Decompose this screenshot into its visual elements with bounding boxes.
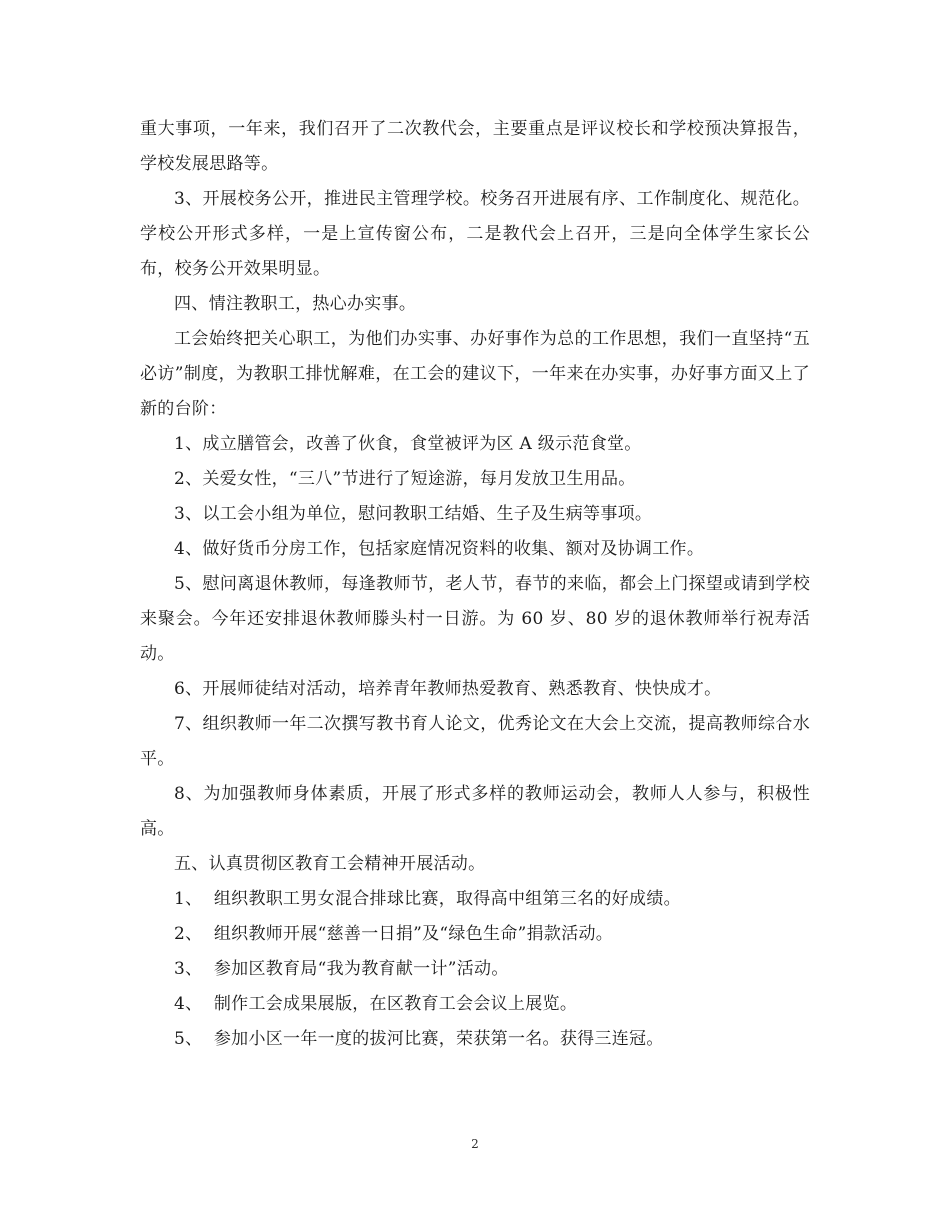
page-number: 2 (471, 1137, 479, 1151)
activity-text: 组织教师开展“慈善一日捐”及“绿色生命”捐款活动。 (213, 924, 614, 944)
list-item-7: 7、组织教师一年二次撰写教书育人论文，优秀论文在大会上交流，提高教师综合水平。 (140, 714, 810, 769)
section-heading-5: 五、认真贯彻区教育工会精神开展活动。 (174, 854, 486, 874)
list-item-8: 8、为加强教师身体素质，开展了形式多样的教师运动会，教师人人参与，积极性高。 (140, 784, 810, 839)
activity-item-3 (140, 952, 810, 987)
activity-text: 参加小区一年一度的拔河比赛，荣获第一名。获得三连冠。 (213, 1029, 664, 1049)
activity-item-4 (140, 987, 810, 1022)
activity-item-2 (140, 917, 810, 952)
list-item-2: 2、关爱女性，“三八”节进行了短途游，每月发放卫生用品。 (174, 469, 636, 489)
activity-number: 2、 (174, 924, 203, 944)
activity-number: 4、 (174, 994, 203, 1014)
activity-number: 5、 (174, 1029, 203, 1049)
list-item-3: 3、以工会小组为单位，慰问教职工结婚、生子及生病等事项。 (174, 504, 653, 524)
activity-item-5 (140, 1022, 810, 1057)
activity-text: 制作工会成果展版，在区教育工会会议上展览。 (213, 994, 578, 1014)
paragraph-item-3-open-affairs: 3、开展校务公开，推进民主管理学校。校务召开进展有序、工作制度化、规范化。学校公开形式多样，一是上宣传窗公布，二是教代会上召开，三是向全体学生家长公布，校务公开效果明显。 (140, 189, 810, 279)
list-item-1: 1、成立膳管会，改善了伙食，食堂被评为区 A 级示范食堂。 (174, 434, 642, 454)
activity-number: 3、 (174, 959, 203, 979)
section-heading-4: 四、情注教职工，热心办实事。 (174, 294, 417, 314)
paragraph-care-for-staff: 工会始终把关心职工，为他们办实事、办好事作为总的工作思想，我们一直坚持“五必访”制度，为教职工排忧解难，在工会的建议下，一年来在办实事，办好事方面又上了新的台阶： (140, 329, 810, 419)
activity-number: 1、 (174, 889, 203, 909)
list-item-4: 4、做好货币分房工作，包括家庭情况资料的收集、额对及协调工作。 (174, 539, 705, 559)
document-body (140, 112, 810, 1057)
activity-text: 参加区教育局“我为教育献一计”活动。 (213, 959, 509, 979)
list-item-6: 6、开展师徒结对活动，培养青年教师热爱教育、熟悉教育、快快成才。 (174, 679, 722, 699)
activity-item-1 (140, 882, 810, 917)
activity-text: 组织教职工男女混合排球比赛，取得高中组第三名的好成绩。 (213, 889, 681, 909)
list-item-5: 5、慰问离退休教师，每逢教师节，老人节，春节的来临，都会上门探望或请到学校来聚会。今年还安排退休教师滕头村一日游。为 60 岁、80 岁的退休教师举行祝寿活动。 (140, 574, 810, 664)
paragraph-continuation: 重大事项，一年来，我们召开了二次教代会，主要重点是评议校长和学校预决算报告，学校发展思路等。 (140, 119, 810, 174)
